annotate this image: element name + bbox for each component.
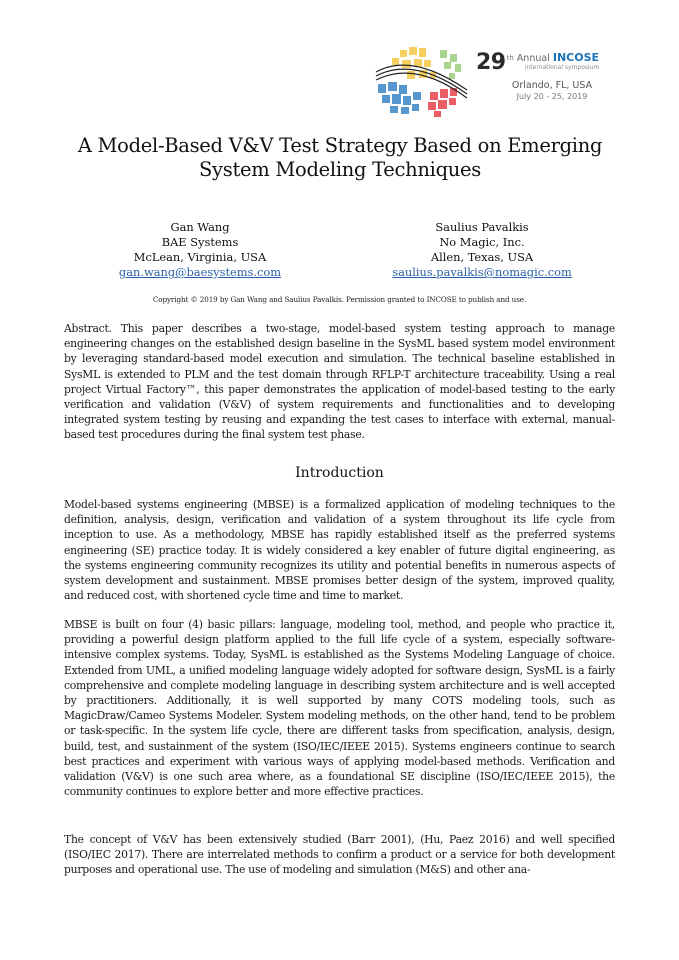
conference-info bbox=[476, 52, 606, 102]
abstract: Abstract. This paper describes a two-stage, model-based system testing approach to manage engineering changes on the established design baseline in the SysML based system model environment by leveraging standard-based model execution and simulation. The technical baseline established in SysML is extended to PLM and the test domain through RFLP-T architecture traceability. Using a real project Virtual Factory™, this paper demonstrates the application of model-based testing to the early verification and validation (V&V) of system requirements and functionalities and to developing integrated system testing by reusing and expanding the test cases to interface with external, manual-based test procedures during the final system test phase. bbox=[64, 322, 615, 442]
conference-dates: July 20 - 25, 2019 bbox=[516, 92, 588, 101]
conference-org: INCOSE bbox=[552, 51, 600, 64]
author-affiliation: No Magic, Inc. bbox=[439, 235, 525, 249]
paragraph: Model-based systems engineering (MBSE) is a formalized application of modeling techniques to the definition, analysis, design, verification and validation of a system throughout its life cycle from inception to use. As a methodology, MBSE has rapidly established itself as the preferred systems engineering (SE) practice today. It is widely considered a key enabler of future digital engineering, as the systems engineering community recognizes its utility and potential benefits in numerous aspects of system development and sustainment. MBSE promises better design of the system, improved quality, and reduced cost, with shortened cycle time and time to market. bbox=[64, 498, 615, 603]
paragraph: The concept of V&V has been extensively studied (Barr 2001), (Hu, Paez 2016) and well specified (ISO/IEC 2017). There are interrelated methods to confirm a product or a service for both development purposes and operational use. The use of modeling and simulation (M&S) and other ana- bbox=[64, 833, 615, 877]
section-heading-introduction: Introduction bbox=[295, 465, 384, 481]
author-email-link[interactable]: gan.wang@baesystems.com bbox=[118, 265, 282, 279]
author-affiliation: BAE Systems bbox=[161, 235, 239, 249]
author-block bbox=[372, 220, 592, 280]
copyright-notice: Copyright © 2019 by Gan Wang and Saulius Pavalkis. Permission granted to INCOSE to publish and use. bbox=[152, 295, 527, 304]
author-name: Saulius Pavalkis bbox=[435, 220, 529, 234]
author-name: Gan Wang bbox=[170, 220, 230, 234]
author-block bbox=[90, 220, 310, 280]
conference-location: Orlando, FL, USA bbox=[511, 80, 593, 91]
conference-number: 29 bbox=[476, 50, 506, 75]
conference-subtitle: international symposium bbox=[524, 64, 600, 71]
paragraph: MBSE is built on four (4) basic pillars: language, modeling tool, method, and people who practice it, providing a powerful design platform applied to the full life cycle of a system, especially software-intensive complex systems. Today, SysML is established as the Systems Modeling Language of choice. Extended from UML, a unified modeling language widely adopted for software design, SysML is a fairly comprehensive and complete modeling language in describing system architecture and is well accepted by practitioners. Additionally, it is well supported by many COTS modeling tools, such as MagicDraw/Cameo Systems Modeler. System modeling methods, on the other hand, tend to be problem or task-specific. In the system life cycle, there are different tasks from specification, analysis, design, build, test, and sustainment of the system (ISO/IEC/IEEE 2015). Systems engineers continue to search best practices and experiment with various ways of applying model-based methods. Verification and validation (V&V) is one such area where, as a foundational SE discipline (ISO/IEC/IEEE 2015), the community continues to explore better and more effective practices. bbox=[64, 618, 615, 799]
author-email-link[interactable]: saulius.pavalkis@nomagic.com bbox=[392, 265, 572, 279]
conference-ordinal: th bbox=[506, 54, 514, 62]
paper-title: A Model-Based V&V Test Strategy Based on Emerging System Modeling Techniques bbox=[77, 134, 603, 181]
conference-annual: Annual bbox=[516, 53, 550, 64]
author-location: McLean, Virginia, USA bbox=[133, 250, 267, 264]
globe-logo-icon bbox=[372, 42, 472, 120]
author-location: Allen, Texas, USA bbox=[430, 250, 534, 264]
conference-logo bbox=[372, 42, 602, 120]
